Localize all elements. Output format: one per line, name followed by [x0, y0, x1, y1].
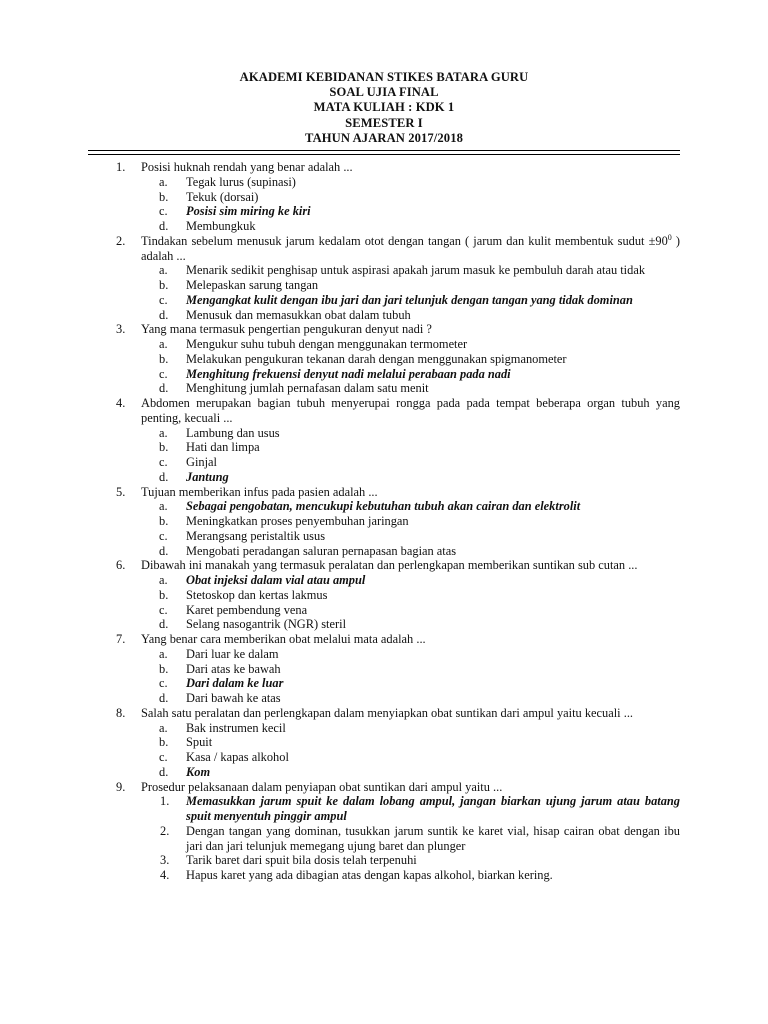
answer-option-correct	[0, 367, 768, 382]
question-number: 1.	[116, 160, 126, 174]
option-label: a.	[159, 174, 168, 189]
question-text	[0, 706, 768, 721]
option-label: a.	[159, 720, 168, 735]
option-label: d.	[159, 543, 169, 558]
question-text	[0, 485, 768, 500]
option-label: b.	[159, 735, 169, 750]
option-label: b.	[159, 278, 169, 292]
procedure-step-correct	[0, 794, 768, 824]
answer-option	[0, 308, 768, 323]
question-item	[0, 558, 768, 632]
option-text: Melepaskan sarung tangan	[186, 278, 319, 292]
step-number: 1.	[160, 794, 170, 809]
step-number: 4.	[160, 868, 170, 882]
option-text: Hati dan limpa	[186, 440, 260, 455]
answer-option	[0, 691, 768, 706]
answer-option	[0, 735, 768, 750]
question-item	[0, 706, 768, 780]
question-item	[0, 234, 768, 323]
option-text: Jantung	[186, 469, 229, 484]
option-text: Meningkatkan proses penyembuhan jaringan	[186, 514, 409, 528]
option-label: b.	[159, 587, 169, 602]
option-label: c.	[159, 676, 168, 691]
answer-option	[0, 175, 768, 190]
question-stem: Dibawah ini manakah yang termasuk peralatan dan perlengkapan memberikan suntikan sub cutan ...	[141, 558, 638, 573]
question-stem-end: ) adalah ...	[141, 233, 680, 263]
option-label: c.	[159, 204, 168, 219]
option-text: Kom	[186, 764, 211, 779]
option-text: Selang nasogantrik (NGR) steril	[186, 617, 347, 632]
option-label: d.	[159, 691, 169, 705]
option-text: Merangsang peristaltik usus	[186, 528, 326, 543]
option-label: a.	[159, 499, 168, 514]
question-number: 6.	[116, 558, 126, 573]
question-text	[0, 780, 768, 795]
question-number: 9.	[116, 779, 126, 794]
question-stem: Tindakan sebelum menusuk jarum kedalam otot dengan tangan ( jarum dan kulit membentuk sudut ±90	[141, 233, 668, 248]
option-text: Tekuk (dorsai)	[186, 189, 259, 204]
option-text: Membungkuk	[186, 219, 256, 233]
step-text: Memasukkan jarum spuit ke dalam lobang ampul, jangan biarkan ujung jarum atau batang spuit menyentuh pinggir ampul	[186, 794, 680, 823]
answer-option	[0, 544, 768, 559]
question-text	[0, 234, 768, 264]
question-number: 8.	[116, 705, 126, 720]
option-label: b.	[159, 351, 169, 366]
option-text: Sebagai pengobatan, mencukupi kebutuhan tubuh akan cairan dan elektrolit	[186, 499, 581, 514]
step-text: Hapus karet yang ada dibagian atas dengan kapas alkohol, biarkan kering.	[186, 868, 553, 882]
question-text	[0, 632, 768, 647]
option-text: Dari bawah ke atas	[186, 691, 281, 705]
option-text: Mengukur suhu tubuh dengan menggunakan termometer	[186, 337, 468, 351]
question-text	[0, 322, 768, 337]
question-item	[0, 780, 768, 883]
option-text: Mengobati peradangan saluran pernapasan bagian atas	[186, 543, 457, 558]
answer-option	[0, 750, 768, 765]
option-label: d.	[159, 617, 169, 632]
question-item	[0, 485, 768, 559]
option-text: Posisi sim miring ke kiri	[186, 204, 311, 219]
option-text: Stetoskop dan kertas lakmus	[186, 587, 328, 602]
option-text: Kasa / kapas alkohol	[186, 750, 289, 764]
option-text: Spuit	[186, 735, 213, 750]
step-text: Dengan tangan yang dominan, tusukkan jarum suntik ke karet vial, hisap cairan obat dengan ibu jari dan jari telunjuk memegang ujung baret dan plunger	[186, 823, 680, 853]
answer-option-correct	[0, 293, 768, 308]
answer-option	[0, 455, 768, 470]
option-text: Obat injeksi dalam vial atau ampul	[186, 573, 366, 587]
question-item	[0, 160, 768, 234]
step-text: Tarik baret dari spuit bila dosis telah terpenuhi	[186, 853, 417, 868]
document-header	[0, 70, 768, 146]
question-text	[0, 160, 768, 175]
option-text: Karet pembendung vena	[186, 602, 308, 617]
answer-option-correct	[0, 765, 768, 780]
option-label: d.	[159, 219, 169, 233]
header-divider-thick	[88, 150, 680, 151]
option-label: b.	[159, 189, 169, 204]
question-number: 3.	[116, 322, 126, 337]
answer-option	[0, 588, 768, 603]
answer-option	[0, 603, 768, 618]
option-text: Melakukan pengukuran tekanan darah dengan menggunakan spigmanometer	[186, 351, 567, 366]
option-label: a.	[159, 425, 168, 440]
option-label: d.	[159, 469, 169, 484]
option-label: b.	[159, 661, 169, 676]
header-divider-thin	[88, 154, 680, 155]
option-text: Mengangkat kulit dengan ibu jari dan jari telunjuk dengan tangan yang tidak dominan	[186, 292, 633, 307]
option-text: Ginjal	[186, 455, 217, 469]
answer-option-correct	[0, 470, 768, 485]
option-label: d.	[159, 307, 169, 322]
answer-option	[0, 617, 768, 632]
answer-option	[0, 426, 768, 441]
question-text	[0, 396, 768, 426]
option-text: Menarik sedikit penghisap untuk aspirasi apakah jarum masuk ke pembuluh darah atau tidak	[186, 263, 646, 278]
question-item	[0, 322, 768, 396]
option-label: a.	[159, 573, 168, 587]
procedure-step	[0, 868, 768, 883]
question-list	[0, 160, 768, 883]
question-text	[0, 558, 768, 573]
question-number: 2.	[116, 233, 126, 248]
degree-superscript: 0	[667, 232, 672, 242]
option-label: a.	[159, 337, 168, 351]
question-stem: Prosedur pelaksanaan dalam penyiapan obat suntikan dari ampul yaitu ...	[141, 779, 503, 794]
option-text: Menghitung frekuensi denyut nadi melalui perabaan pada nadi	[186, 366, 511, 381]
option-label: c.	[159, 750, 168, 764]
option-text: Menghitung jumlah pernafasan dalam satu menit	[186, 381, 429, 396]
exam-title: SOAL UJIA FINAL	[329, 85, 439, 100]
option-label: d.	[159, 381, 169, 396]
question-stem: Yang benar cara memberikan obat melalui mata adalah ...	[141, 632, 426, 646]
answer-option-correct	[0, 204, 768, 219]
option-label: c.	[159, 292, 168, 307]
step-number: 2.	[160, 823, 170, 838]
answer-option	[0, 190, 768, 205]
answer-option	[0, 219, 768, 234]
option-label: d.	[159, 764, 169, 779]
option-label: c.	[159, 366, 168, 381]
question-stem: Posisi huknah rendah yang benar adalah ...	[141, 160, 353, 174]
question-number: 7.	[116, 632, 126, 646]
answer-option	[0, 337, 768, 352]
question-number: 5.	[116, 484, 126, 499]
option-label: c.	[159, 602, 168, 617]
answer-option-correct	[0, 676, 768, 691]
option-label: a.	[159, 263, 168, 278]
procedure-step	[0, 824, 768, 854]
answer-option	[0, 352, 768, 367]
institution-title: AKADEMI KEBIDANAN STIKES BATARA GURU	[239, 70, 529, 84]
option-label: b.	[159, 514, 169, 528]
answer-option-correct	[0, 499, 768, 514]
step-number: 3.	[160, 853, 170, 868]
answer-option	[0, 278, 768, 293]
option-label: c.	[159, 455, 168, 469]
option-text: Bak instrumen kecil	[186, 720, 286, 735]
answer-option-correct	[0, 573, 768, 588]
option-label: b.	[159, 440, 169, 455]
question-item	[0, 632, 768, 706]
question-number: 4.	[116, 396, 126, 410]
academic-year-title: TAHUN AJARAN 2017/2018	[305, 130, 463, 145]
answer-option	[0, 647, 768, 662]
question-stem: Tujuan memberikan infus pada pasien adalah ...	[141, 484, 378, 499]
question-stem: Yang mana termasuk pengertian pengukuran denyut nadi ?	[141, 322, 432, 337]
answer-option	[0, 662, 768, 677]
semester-title: SEMESTER I	[345, 115, 423, 130]
option-text: Lambung dan usus	[186, 425, 280, 440]
option-text: Dari dalam ke luar	[186, 676, 284, 691]
option-text: Dari atas ke bawah	[186, 661, 281, 676]
procedure-step	[0, 853, 768, 868]
option-label: c.	[159, 528, 168, 543]
course-title: MATA KULIAH : KDK 1	[313, 100, 455, 115]
option-text: Dari luar ke dalam	[186, 646, 279, 661]
answer-option	[0, 721, 768, 736]
answer-option	[0, 440, 768, 455]
answer-option	[0, 381, 768, 396]
question-item	[0, 396, 768, 485]
option-text: Tegak lurus (supinasi)	[186, 174, 296, 189]
answer-option	[0, 529, 768, 544]
question-stem: Salah satu peralatan dan perlengkapan dalam menyiapkan obat suntikan dari ampul yaitu kecuali ...	[141, 705, 634, 720]
option-label: a.	[159, 646, 168, 661]
option-text: Menusuk dan memasukkan obat dalam tubuh	[186, 307, 411, 322]
question-stem: Abdomen merupakan bagian tubuh menyerupai rongga pada pada tempat beberapa organ tubuh yang penting, kecuali ...	[141, 396, 680, 425]
answer-option	[0, 263, 768, 278]
answer-option	[0, 514, 768, 529]
